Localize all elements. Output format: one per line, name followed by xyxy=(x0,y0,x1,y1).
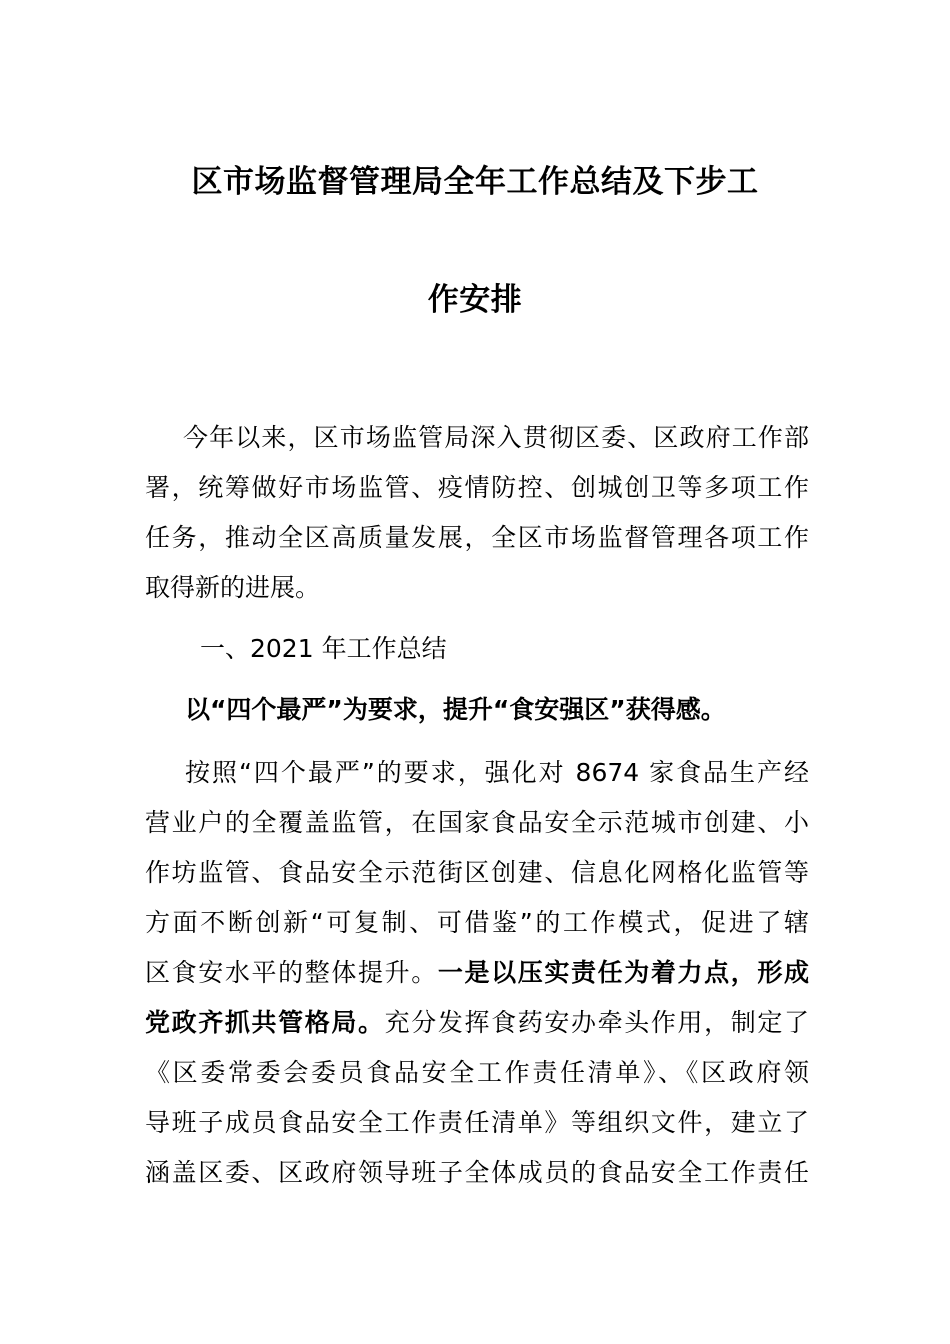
body-line-1: 按照“四个最严”的要求，强化对 8674 家食品生产经 xyxy=(185,758,809,787)
body-line-7: 《区委常委会委员食品安全工作责任清单》、《区政府领 xyxy=(145,1058,809,1087)
body-line-5 xyxy=(145,956,809,990)
body-line-4: 方面不断创新“可复制、可借鉴”的工作模式，促进了辖 xyxy=(145,908,809,937)
body-line-6 xyxy=(145,1006,809,1040)
subheading: 以“四个最严”为要求，提升“食安强区”获得感。 xyxy=(185,695,726,724)
intro-line-1: 今年以来，区市场监管局深入贯彻区委、区政府工作部 xyxy=(183,423,809,452)
section-heading: 一、2021 年工作总结 xyxy=(200,634,447,663)
body-line-5-emphasis: 一是以压实责任为着力点，形成 xyxy=(437,958,809,987)
intro-line-2: 署，统筹做好市场监管、疫情防控、创城创卫等多项工作 xyxy=(145,473,809,502)
body-line-8: 导班子成员食品安全工作责任清单》等组织文件，建立了 xyxy=(145,1108,809,1137)
document-title-line-2: 作安排 xyxy=(427,282,523,318)
body-line-6-text: 充分发挥食药安办牵头作用，制定了 xyxy=(384,1008,809,1037)
body-line-2: 营业户的全覆盖监管，在国家食品安全示范城市创建、小 xyxy=(145,808,809,837)
body-line-9: 涵盖区委、区政府领导班子全体成员的食品安全工作责任 xyxy=(145,1158,809,1187)
intro-line-4: 取得新的进展。 xyxy=(145,573,321,602)
body-line-6-emphasis: 党政齐抓共管格局。 xyxy=(145,1008,385,1037)
document-title-line-1: 区市场监督管理局全年工作总结及下步工 xyxy=(191,164,759,200)
body-line-3: 作坊监管、食品安全示范街区创建、信息化网格化监管等 xyxy=(145,858,809,887)
intro-line-3: 任务，推动全区高质量发展，全区市场监督管理各项工作 xyxy=(145,523,809,552)
body-line-5-text: 区食安水平的整体提升。 xyxy=(145,958,438,987)
